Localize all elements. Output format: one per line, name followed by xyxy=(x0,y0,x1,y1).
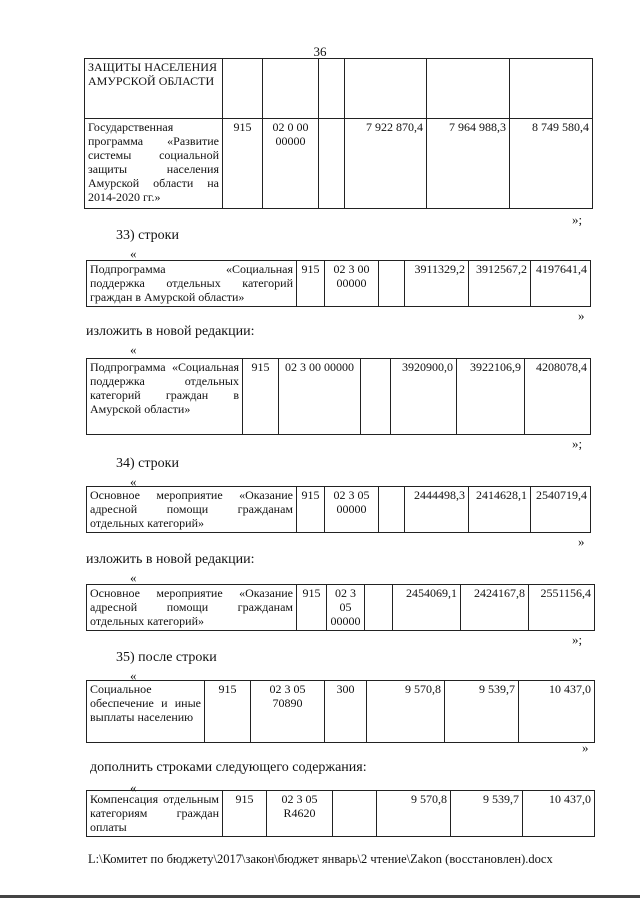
opening-quote: « xyxy=(130,342,137,357)
row-code: 915 xyxy=(205,681,251,743)
row-csr: 02 3 05 00000 xyxy=(327,585,365,631)
row-value-1: 3920900,0 xyxy=(391,359,457,435)
table-continuation xyxy=(84,58,593,209)
row-csr: 02 3 00 00000 xyxy=(279,359,361,435)
opening-quote: « xyxy=(130,668,137,683)
opening-quote: « xyxy=(130,474,137,489)
row-value-1: 9 570,8 xyxy=(377,791,451,837)
row-code: 915 xyxy=(243,359,279,435)
row-vr xyxy=(365,585,393,631)
table-added-rows xyxy=(86,790,595,837)
row-value-2: 2424167,8 xyxy=(461,585,529,631)
table-row xyxy=(87,791,595,837)
opening-quote: « xyxy=(130,780,137,795)
table-old-subprogram xyxy=(86,260,591,307)
row-value-3: 8 749 580,4 xyxy=(510,119,593,209)
row-value-1: 2454069,1 xyxy=(393,585,461,631)
row-csr: 02 3 05 00000 xyxy=(325,487,379,533)
row-value-3: 4197641,4 xyxy=(531,261,591,307)
row-csr: 02 3 05 70890 xyxy=(251,681,325,743)
row-value-3 xyxy=(510,59,593,119)
row-csr: 02 0 00 00000 xyxy=(263,119,319,209)
row-vr xyxy=(379,261,405,307)
row-value-2: 9 539,7 xyxy=(445,681,519,743)
row-value-1: 9 570,8 xyxy=(367,681,445,743)
table-new-subprogram xyxy=(86,358,591,435)
row-value-3: 10 437,0 xyxy=(523,791,595,837)
row-name: Компенсация отдельным категориям граждан оплаты xyxy=(87,791,223,837)
footer-file-path: L:\Комитет по бюджету\2017\закон\бюджет январь\2 чтение\Zakon (восстановлен).docx xyxy=(88,852,553,866)
replace-instruction: изложить в новой редакции: xyxy=(86,324,255,339)
item-33-heading: 33) строки xyxy=(116,228,179,243)
closing-quote: » xyxy=(578,534,585,549)
table-row xyxy=(87,487,591,533)
row-value-1: 2444498,3 xyxy=(405,487,469,533)
row-vr: 300 xyxy=(325,681,367,743)
row-value-2: 3912567,2 xyxy=(469,261,531,307)
row-code: 915 xyxy=(297,261,325,307)
row-vr xyxy=(333,791,377,837)
row-value-2: 3922106,9 xyxy=(457,359,525,435)
row-value-3: 4208078,4 xyxy=(525,359,591,435)
table-new-main-activity xyxy=(86,584,595,631)
table-row xyxy=(85,59,593,119)
opening-quote: « xyxy=(130,570,137,585)
row-value-1: 3911329,2 xyxy=(405,261,469,307)
row-value-3: 2551156,4 xyxy=(529,585,595,631)
row-name: Основное мероприятие «Оказание адресной помощи гражданам отдельных категорий» xyxy=(87,585,297,631)
item-35-heading: 35) после строки xyxy=(116,650,217,665)
row-name: Основное мероприятие «Оказание адресной помощи гражданам отдельных категорий» xyxy=(87,487,297,533)
table-row xyxy=(85,119,593,209)
row-code: 915 xyxy=(297,585,327,631)
row-value-1 xyxy=(345,59,427,119)
row-vr xyxy=(319,59,345,119)
closing-quote: »; xyxy=(572,632,583,647)
row-code: 915 xyxy=(297,487,325,533)
row-csr xyxy=(263,59,319,119)
closing-quote: »; xyxy=(572,436,583,451)
row-name: Социальное обеспечение и иные выплаты населению xyxy=(87,681,205,743)
row-value-3: 10 437,0 xyxy=(519,681,595,743)
row-vr xyxy=(319,119,345,209)
row-value-1: 7 922 870,4 xyxy=(345,119,427,209)
table-row xyxy=(87,681,595,743)
table-old-main-activity xyxy=(86,486,591,533)
item-34-heading: 34) строки xyxy=(116,456,179,471)
closing-quote: » xyxy=(582,740,589,755)
table-row xyxy=(87,261,591,307)
row-value-2: 2414628,1 xyxy=(469,487,531,533)
row-vr xyxy=(379,487,405,533)
page-number: 36 xyxy=(313,44,327,59)
table-row xyxy=(87,359,591,435)
page-bottom-edge xyxy=(0,895,640,898)
row-name: Подпрограмма «Социальная поддержка отдельных категорий граждан в Амурской области» xyxy=(87,261,297,307)
row-value-2 xyxy=(427,59,510,119)
row-name: Подпрограмма «Социальная поддержка отдельных категорий граждан в Амурской области» xyxy=(87,359,243,435)
row-code: 915 xyxy=(223,119,263,209)
replace-instruction: изложить в новой редакции: xyxy=(86,552,255,567)
row-csr: 02 3 00 00000 xyxy=(325,261,379,307)
opening-quote: « xyxy=(130,246,137,261)
row-value-3: 2540719,4 xyxy=(531,487,591,533)
row-value-2: 7 964 988,3 xyxy=(427,119,510,209)
closing-quote: » xyxy=(578,308,585,323)
table-row xyxy=(87,585,595,631)
row-csr: 02 3 05 R4620 xyxy=(267,791,333,837)
row-vr xyxy=(361,359,391,435)
add-rows-instruction: дополнить строками следующего содержания: xyxy=(90,760,367,775)
table-after-row xyxy=(86,680,595,743)
row-value-2: 9 539,7 xyxy=(451,791,523,837)
row-name: ЗАЩИТЫ НАСЕЛЕНИЯ АМУРСКОЙ ОБЛАСТИ xyxy=(85,59,223,119)
row-code: 915 xyxy=(223,791,267,837)
closing-quote: »; xyxy=(572,212,583,227)
row-code xyxy=(223,59,263,119)
row-name: Государственная программа «Развитие системы социальной защиты населения Амурской области на 2014-2020 гг.» xyxy=(85,119,223,209)
